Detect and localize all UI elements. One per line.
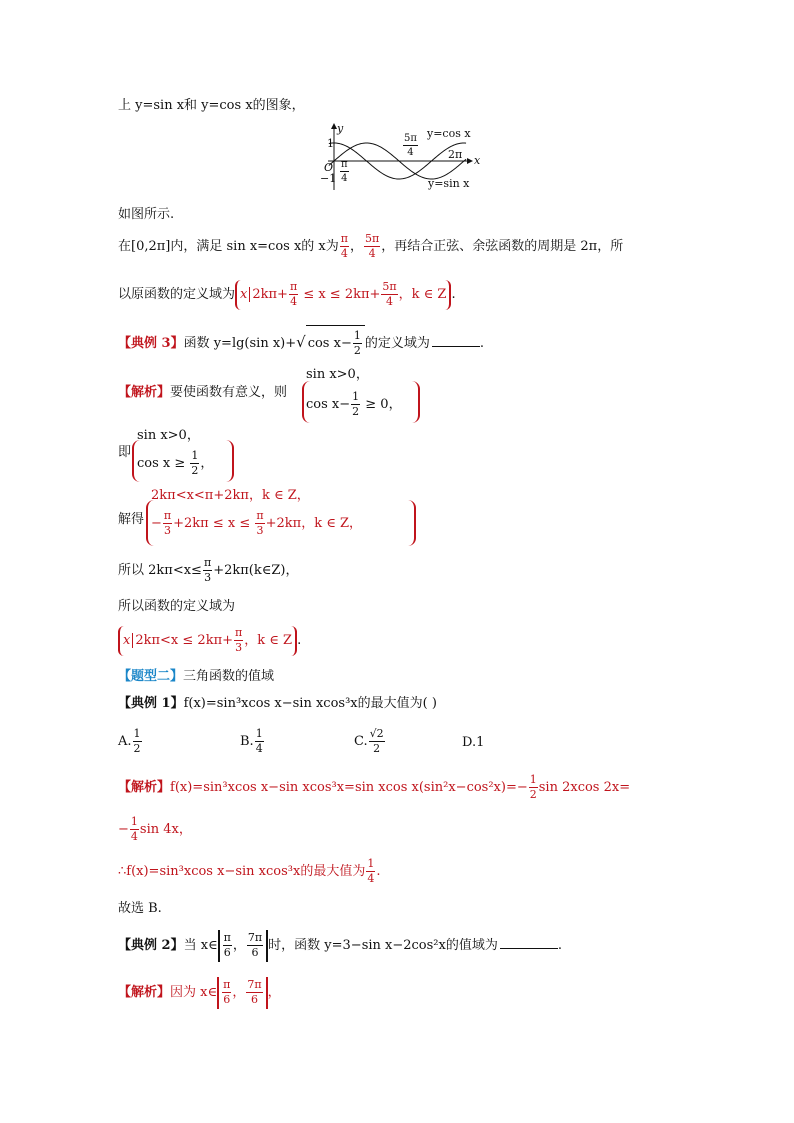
sqrt-expr: cos x− $\frac{1}{2}$ (306, 325, 365, 359)
origin-label: O (324, 161, 334, 174)
system-3-brace-right (408, 500, 416, 546)
domain-result-set: x 2kπ<x ≤ 2kπ+ $\frac{\pi}{3}$ ，k ∈ Z (118, 626, 297, 656)
line3-sep: ， (350, 239, 364, 254)
frac-pi-4: $\frac{\pi}{4}$ (340, 231, 348, 260)
example-2: 【典例 2】当 x∈ $\frac{\pi}{6}$ ， $\frac{7\pi}{6}$ 时，函数 y=3−sin x−2cos²x的值域为 . (118, 930, 562, 962)
option-b[interactable]: B. $\frac{1}{4}$ (240, 726, 263, 755)
jiede-label: 解得 (118, 512, 145, 527)
solution-line-3 (118, 232, 623, 262)
frac-5pi-4: $\frac{5\pi}{4}$ (365, 231, 380, 260)
tick-1: 1 (327, 137, 334, 150)
solution-2-line-1: 【解析】f(x)=sin³xcos x−sin xcos³x=sin xcos x(sin²x−cos²x)=− $\frac{1}{2}$ sin 2xcos 2x= (118, 772, 631, 801)
therefore-line: ∴f(x)=sin³xcos x−sin xcos³x的最大值为 $\frac{1}{4}$ . (118, 856, 381, 885)
topic-2-heading: 【题型二】三角函数的值域 (118, 669, 275, 684)
sin-cos-graph (310, 120, 485, 195)
system-1-line-2: cos x− $\frac{1}{2}$ ≥ 0， (306, 389, 402, 418)
system-2-brace-right (226, 440, 234, 482)
choose-line: 故选 B. (118, 901, 162, 916)
option-c[interactable]: C. $\frac{√2}{2}$ (354, 726, 384, 755)
option-a[interactable]: A. $\frac{1}{2}$ (118, 726, 141, 755)
solution-2-line-2: − $\frac{1}{4}$ sin 4x， (118, 814, 192, 843)
solution-intro: 【解析】要使函数有意义，则 (118, 385, 288, 400)
example-1: 【典例 1】f(x)=sin³xcos x−sin xcos³x的最大值为( ) (118, 696, 437, 711)
ji-label: 即 (118, 445, 132, 460)
domain-intro: 所以函数的定义域为 (118, 599, 236, 614)
line3-text-a: 在[0,2π]内，满足 sin x=cos x的 x为 (118, 239, 339, 254)
sin-label: y=sin x (428, 177, 470, 190)
pi-over-4-label: $\frac{\pi}{4}$ (341, 159, 348, 184)
example-3: 【典例 3】函数 y=lg(sin x)+√ cos x− $\frac{1}{2}$ 的定义域为 . (118, 325, 484, 359)
cos-label: y=cos x (427, 127, 471, 140)
frac-a: $\frac{\pi}{4}$ (289, 279, 298, 308)
figure-note: 如图所示. (118, 207, 175, 222)
answer-blank (432, 336, 480, 347)
so-line: 所以 2kπ<x≤ $\frac{\pi}{3}$ +2kπ(k∈Z)， (118, 555, 299, 584)
system-1-line-1: sin x>0， (306, 367, 369, 382)
example-3-tag: 【典例 3】 (118, 336, 184, 351)
5pi-over-4-label: $\frac{5\pi}{4}$ (404, 133, 417, 158)
frac-b: $\frac{5\pi}{4}$ (382, 279, 397, 308)
line3-text-b: ，再结合正弦、余弦函数的周期是 2π，所 (381, 239, 624, 254)
solution-3: 【解析】因为 x∈ $\frac{\pi}{6}$ ， $\frac{7\pi}{6}$ ， (118, 977, 281, 1009)
y-axis-label: y (337, 122, 344, 135)
domain-result: x 2kπ<x ≤ 2kπ+ $\frac{\pi}{3}$ ，k ∈ Z . (118, 626, 301, 656)
system-3-line-2: − $\frac{\pi}{3}$ +2kπ ≤ x ≤ $\frac{\pi}{3}$ +2kπ，k ∈ Z， (151, 508, 362, 537)
answer-blank-2 (500, 938, 558, 949)
x-axis-label: x (474, 154, 481, 167)
domain-line: 以原函数的定义域为 x 2kπ+ $\frac{\pi}{4}$ ≤ x ≤ 2kπ+ $\frac{5\pi}{4}$ ，k ∈ Z . (118, 279, 456, 308)
line4-text: 以原函数的定义域为 (118, 287, 236, 302)
domain-set: x 2kπ+ $\frac{\pi}{4}$ ≤ x ≤ 2kπ+ $\frac{5\pi}{4}$ ，k ∈ Z (235, 280, 451, 310)
system-1-brace-right (412, 381, 420, 423)
system-2-line-2: cos x ≥ $\frac{1}{2}$ ， (137, 448, 214, 477)
system-3-line-1: 2kπ<x<π+2kπ，k ∈ Z， (151, 488, 310, 503)
intro-line: 上 y=sin x和 y=cos x的图象， (118, 98, 305, 113)
tick-neg1: −1 (320, 172, 337, 185)
2pi-label: 2π (448, 148, 463, 161)
system-2-line-1: sin x>0， (137, 428, 200, 443)
option-d[interactable]: D.1 (462, 735, 485, 750)
